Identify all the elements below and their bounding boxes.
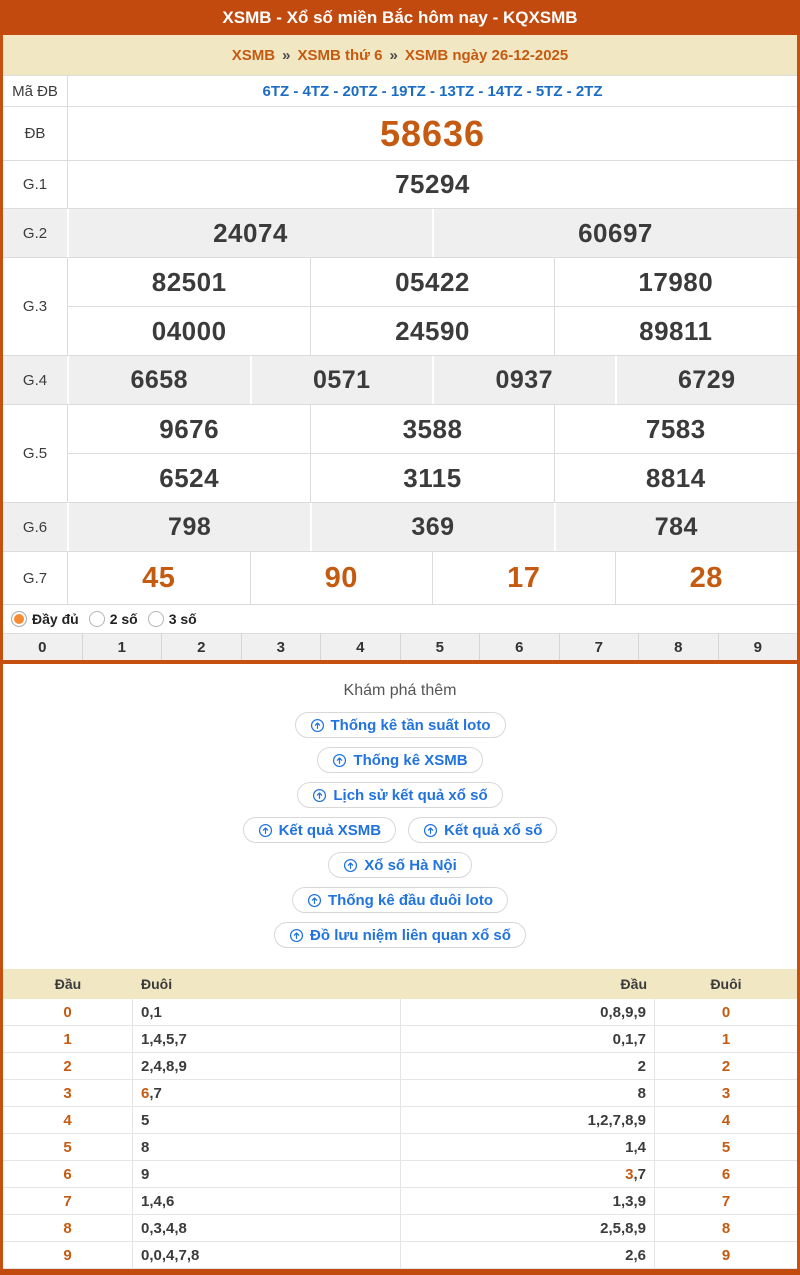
- special-code-value: 6TZ - 4TZ - 20TZ - 19TZ - 13TZ - 14TZ - 5TZ - 2TZ: [262, 82, 603, 100]
- table-row: [3, 1080, 797, 1107]
- tail-digit: 6: [721, 1165, 731, 1183]
- prize-value: 90: [250, 552, 433, 604]
- digit-strip: [3, 633, 797, 660]
- table-row: [3, 1161, 797, 1188]
- table-row: [3, 1134, 797, 1161]
- digit-list: 2,5,8,9: [600, 1219, 646, 1237]
- digit-strip-cell: 3: [241, 634, 321, 660]
- head-tails-list: [133, 1026, 401, 1052]
- prize-value: 28: [615, 552, 798, 604]
- next-section-bar: [0, 1269, 800, 1275]
- tail-heads-list: [401, 1161, 655, 1187]
- column-header-dau-left: Đầu: [54, 976, 82, 992]
- circle-arrow-up-icon: [332, 753, 347, 768]
- digit-list: 8: [637, 1084, 646, 1102]
- prize-value: 369: [310, 503, 553, 551]
- head-digit: 5: [3, 1134, 133, 1160]
- prize-value: 0571: [250, 356, 433, 404]
- explore-button-row: [3, 747, 797, 773]
- head-tails-list: [133, 1161, 401, 1187]
- head-tails-list: [133, 1134, 401, 1160]
- table-row: [3, 1053, 797, 1080]
- explore-link-button[interactable]: [408, 817, 557, 843]
- circle-arrow-up-icon: [312, 788, 327, 803]
- prize-value: 0937: [432, 356, 615, 404]
- circle-arrow-up-icon: [258, 823, 273, 838]
- head-tails-list: [133, 1188, 401, 1214]
- head-tail-header: [3, 969, 797, 999]
- explore-button-label: Kết quả XSMB: [278, 821, 382, 839]
- explore-link-button[interactable]: [317, 747, 482, 773]
- digit-list: 2: [637, 1057, 646, 1075]
- digit-list: 0,3,4,8: [141, 1219, 187, 1237]
- filter-option-1[interactable]: [89, 611, 138, 627]
- breadcrumb-link-date[interactable]: XSMB ngày 26-12-2025: [404, 46, 569, 64]
- head-digit: 7: [3, 1188, 133, 1214]
- prize-value: 45: [142, 561, 176, 594]
- prize-label-g2: G.2: [22, 224, 48, 242]
- prize-label-code: Mã ĐB: [12, 82, 58, 100]
- filter-option-label: Đầy đủ: [32, 611, 79, 627]
- head-digit: 4: [3, 1107, 133, 1133]
- tail-heads-list: [401, 1107, 655, 1133]
- tail-heads-list: [401, 1053, 655, 1079]
- tail-heads-list: [401, 1134, 655, 1160]
- page-title: XSMB - Xổ số miền Bắc hôm nay - KQXSMB: [222, 7, 578, 27]
- prize-value: 24590: [310, 307, 553, 355]
- digit-list: 0,1,7: [612, 1030, 646, 1048]
- prize-label-g4: G.4: [22, 371, 48, 389]
- tail-heads-list: [401, 1215, 655, 1241]
- tail-heads-list: [401, 1080, 655, 1106]
- row-g4: [3, 355, 797, 404]
- prize-value: 17: [432, 552, 615, 604]
- head-tail-table: [3, 969, 797, 1269]
- circle-arrow-up-icon: [307, 893, 322, 908]
- digit-strip-cell: 0: [3, 634, 82, 660]
- prize-value: 04000: [151, 315, 227, 346]
- tail-digit: 4: [721, 1111, 731, 1129]
- explore-buttons: [3, 712, 797, 948]
- prize-value: 60697: [432, 209, 797, 257]
- prize-value: 82501: [151, 266, 227, 297]
- prize-value: 05422: [310, 258, 553, 306]
- prize-value: 6658: [130, 365, 189, 394]
- prize-label-g1: G.1: [22, 176, 48, 193]
- prize-value: 3115: [310, 454, 553, 502]
- radio-icon[interactable]: [89, 611, 105, 627]
- prize-value: 75294: [395, 169, 470, 199]
- digit-strip-cell: 2: [161, 634, 241, 660]
- row-g1: [3, 160, 797, 208]
- row-special-code: [3, 75, 797, 106]
- row-g6: [3, 502, 797, 551]
- head-tails-list: [133, 1053, 401, 1079]
- circle-arrow-up-icon: [289, 928, 304, 943]
- digit-list: 1,4: [625, 1138, 646, 1156]
- digit-list: 0,1: [141, 1003, 162, 1021]
- explore-button-row: [3, 712, 797, 738]
- filter-option-label: 3 số: [168, 611, 197, 627]
- explore-link-button[interactable]: [274, 922, 526, 948]
- digit-list: 8: [141, 1138, 150, 1156]
- tail-digit: 5: [721, 1138, 731, 1156]
- prize-label-special: ĐB: [24, 125, 46, 142]
- row-special-prize: [3, 106, 797, 160]
- head-tails-list: [133, 1080, 401, 1106]
- head-digit: 9: [3, 1242, 133, 1268]
- table-row: [3, 1215, 797, 1242]
- digit-strip-cell: 7: [559, 634, 639, 660]
- digit-list: 1,2,7,8,9: [587, 1111, 646, 1129]
- row-g7: [3, 551, 797, 604]
- tail-heads-list: [401, 1188, 655, 1214]
- circle-arrow-up-icon: [310, 718, 325, 733]
- digit-strip-cell: 1: [82, 634, 162, 660]
- explore-button-label: Đồ lưu niệm liên quan xổ số: [310, 926, 511, 944]
- prize-value: 7583: [554, 405, 797, 453]
- explore-title: Khám phá thêm: [343, 682, 457, 699]
- prize-value: 6524: [159, 462, 220, 493]
- prize-label-g5: G.5: [22, 445, 48, 462]
- head-digit: 2: [3, 1053, 133, 1079]
- filter-option-label: 2 số: [109, 611, 138, 627]
- circle-arrow-up-icon: [423, 823, 438, 838]
- circle-arrow-up-icon: [343, 858, 358, 873]
- head-tails-list: [133, 1215, 401, 1241]
- digit-strip-cell: 6: [479, 634, 559, 660]
- table-row: [3, 1188, 797, 1215]
- explore-button-label: Thống kê tần suất loto: [330, 716, 491, 734]
- head-digit: 1: [3, 1026, 133, 1052]
- tail-digit: 0: [721, 1003, 731, 1021]
- digit-list: 2,4,8,9: [141, 1057, 187, 1075]
- explore-button-row: [3, 922, 797, 948]
- highlighted-digit: 3: [625, 1165, 634, 1183]
- digit-list: 9: [141, 1165, 150, 1183]
- column-header-duoi-right: Đuôi: [710, 976, 742, 992]
- explore-button-row: [3, 887, 797, 913]
- breadcrumb-link-xsmb[interactable]: XSMB: [231, 46, 276, 64]
- tail-digit: 1: [721, 1030, 731, 1048]
- tail-digit: 2: [721, 1057, 731, 1075]
- prize-value: 784: [554, 503, 797, 551]
- digit-list: ,7: [633, 1165, 646, 1183]
- prize-value: 89811: [554, 307, 797, 355]
- prize-value: 3588: [310, 405, 553, 453]
- head-digit: 0: [3, 999, 133, 1025]
- digit-list: ,7: [149, 1084, 162, 1102]
- results-table: [3, 75, 797, 664]
- tail-heads-list: [401, 999, 655, 1025]
- digit-strip-cell: 8: [638, 634, 718, 660]
- head-tails-list: [133, 1107, 401, 1133]
- display-filter: [3, 604, 797, 633]
- digit-list: 0,8,9,9: [600, 1003, 646, 1021]
- explore-button-row: [3, 817, 797, 843]
- explore-link-button[interactable]: [295, 712, 506, 738]
- breadcrumb-separator: »: [282, 46, 291, 64]
- digit-list: 1,3,9: [612, 1192, 646, 1210]
- tail-digit: 3: [721, 1084, 731, 1102]
- prize-value: 6729: [615, 356, 798, 404]
- page-title-bar: [0, 0, 800, 35]
- row-g3: [3, 257, 797, 355]
- tail-digit: 9: [721, 1246, 731, 1264]
- digit-list: 5: [141, 1111, 150, 1129]
- head-digit: 6: [3, 1161, 133, 1187]
- digit-list: 2,6: [625, 1246, 646, 1264]
- prize-value: 24074: [213, 217, 288, 248]
- explore-link-button[interactable]: [328, 852, 472, 878]
- explore-button-label: Thống kê XSMB: [353, 751, 468, 769]
- head-digit: 8: [3, 1215, 133, 1241]
- highlighted-digit: 6: [141, 1084, 150, 1102]
- special-prize-value: 58636: [379, 112, 486, 154]
- explore-button-label: Xổ số Hà Nội: [364, 856, 457, 874]
- head-digit: 3: [3, 1080, 133, 1106]
- prize-value: 798: [168, 512, 212, 541]
- table-row: [3, 1242, 797, 1269]
- explore-button-label: Lịch sử kết quả xổ số: [333, 786, 488, 804]
- radio-selected-icon[interactable]: [11, 611, 27, 627]
- digit-list: 1,4,6: [141, 1192, 175, 1210]
- prize-value: 9676: [159, 413, 220, 444]
- explore-button-row: [3, 782, 797, 808]
- digit-list: 0,0,4,7,8: [141, 1246, 200, 1264]
- prize-label-g6: G.6: [22, 518, 48, 536]
- breadcrumb-separator: »: [389, 46, 398, 64]
- explore-button-label: Kết quả xổ số: [444, 821, 543, 839]
- explore-section: [3, 664, 797, 969]
- prize-label-g7: G.7: [22, 569, 48, 587]
- digit-strip-cell: 9: [718, 634, 798, 660]
- prize-value: 17980: [554, 258, 797, 306]
- explore-link-button[interactable]: [297, 782, 502, 808]
- row-g5: [3, 404, 797, 502]
- radio-icon[interactable]: [148, 611, 164, 627]
- table-row: [3, 1107, 797, 1134]
- tail-digit: 8: [721, 1219, 731, 1237]
- digit-strip-cell: 5: [400, 634, 480, 660]
- explore-link-button[interactable]: [243, 817, 397, 843]
- explore-button-row: [3, 852, 797, 878]
- tail-digit: 7: [721, 1192, 731, 1210]
- explore-link-button[interactable]: [292, 887, 508, 913]
- head-tail-body: [3, 999, 797, 1269]
- explore-button-label: Thống kê đầu đuôi loto: [328, 891, 493, 909]
- column-header-duoi-left: Đuôi: [141, 976, 173, 992]
- table-row: [3, 1026, 797, 1053]
- digit-strip-cell: 4: [320, 634, 400, 660]
- filter-option-2[interactable]: [148, 611, 197, 627]
- prize-value: 8814: [554, 454, 797, 502]
- row-g2: [3, 208, 797, 257]
- breadcrumb: [3, 35, 797, 75]
- head-tails-list: [133, 999, 401, 1025]
- digit-list: 1,4,5,7: [141, 1030, 187, 1048]
- column-header-dau-right: Đầu: [620, 976, 647, 992]
- breadcrumb-link-weekday[interactable]: XSMB thứ 6: [297, 46, 383, 64]
- table-row: [3, 999, 797, 1026]
- prize-label-g3: G.3: [22, 298, 48, 315]
- tail-heads-list: [401, 1026, 655, 1052]
- filter-option-0[interactable]: [11, 611, 79, 627]
